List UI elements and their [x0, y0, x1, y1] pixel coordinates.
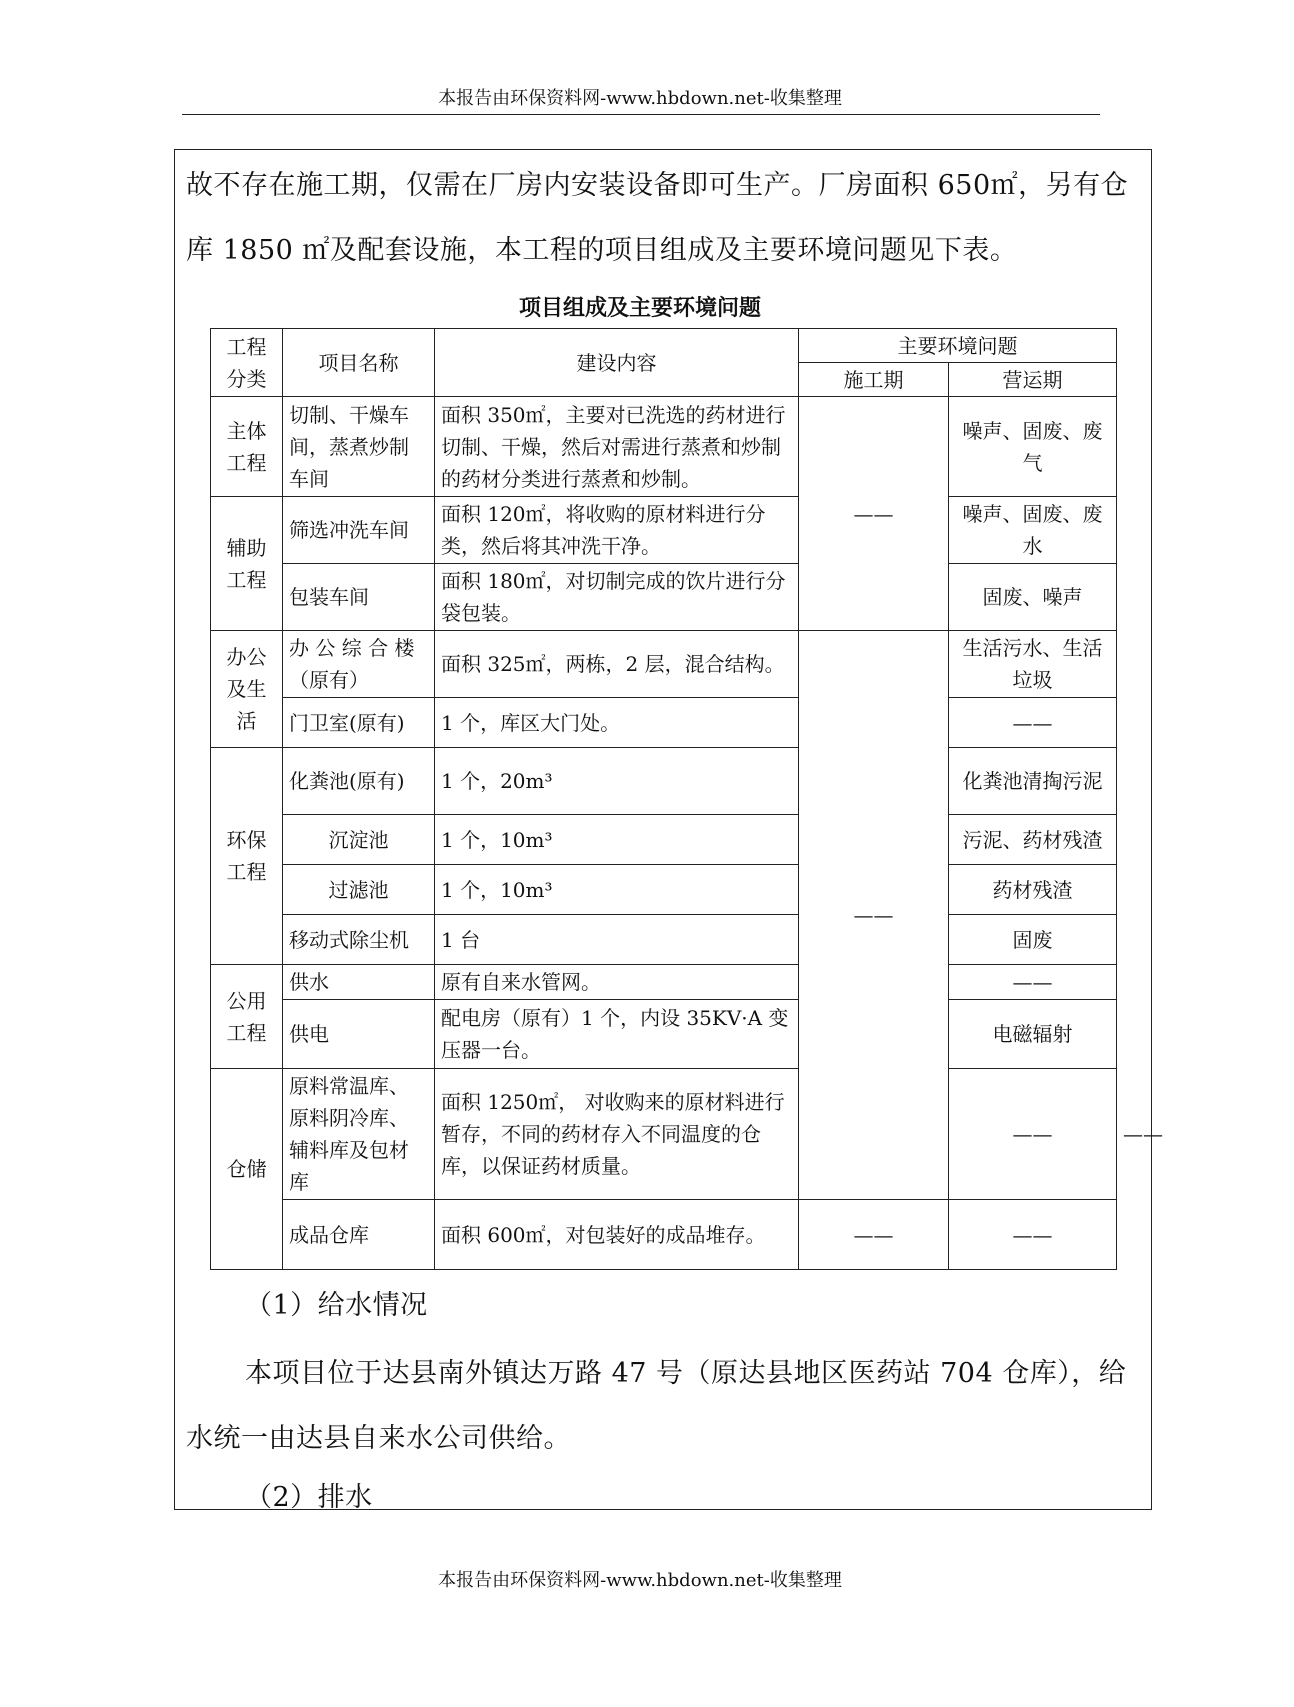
item-content: 1 个，库区大门处。	[435, 698, 799, 748]
item-name: 移动式除尘机	[283, 915, 435, 965]
item-name: 供水	[283, 965, 435, 1000]
header-operation: 营运期	[949, 363, 1117, 397]
item-content: 面积 1250㎡， 对收购来的原材料进行暂存，不同的药材存入不同温度的仓库，以保证药材质量。	[435, 1069, 799, 1200]
category-utility: 公用工程	[211, 965, 283, 1069]
construction-cell: ——	[799, 1200, 949, 1270]
item-name: 成品仓库	[283, 1200, 435, 1270]
category-main: 主体工程	[211, 397, 283, 497]
operation-cell: 固废	[949, 915, 1117, 965]
operation-cell: 污泥、药材残渣	[949, 815, 1117, 865]
operation-cell: 固废、噪声	[949, 564, 1117, 631]
category-office: 办公及生活	[211, 631, 283, 748]
construction-cell: ——	[799, 631, 949, 1200]
item-content: 面积 120㎡，将收购的原材料进行分类，然后将其冲洗干净。	[435, 497, 799, 564]
item-content: 面积 600㎡，对包装好的成品堆存。	[435, 1200, 799, 1270]
category-aux: 辅助工程	[211, 497, 283, 631]
item-content: 面积 325㎡，两栋，2 层，混合结构。	[435, 631, 799, 698]
item-name: 门卫室(原有)	[283, 698, 435, 748]
operation-cell: 药材残渣	[949, 865, 1117, 915]
intro-line-1: 故不存在施工期，仅需在厂房内安装设备即可生产。厂房面积 650㎡，另有仓	[186, 170, 1129, 201]
water-supply-line-2: 水统一由达县自来水公司供给。	[186, 1423, 571, 1454]
category-env: 环保工程	[211, 748, 283, 965]
item-name: 包装车间	[283, 564, 435, 631]
header-env: 主要环境问题	[799, 329, 1117, 363]
item-name: 化粪池(原有)	[283, 748, 435, 815]
operation-cell: 噪声、固废、废气	[949, 397, 1117, 497]
water-supply-heading: （1）给水情况	[245, 1290, 428, 1321]
item-name: 筛选冲洗车间	[283, 497, 435, 564]
item-name: 原料常温库、原料阴冷库、辅料库及包材库	[283, 1069, 435, 1200]
header-category: 工程分类	[211, 329, 283, 397]
drainage-heading: （2）排水	[245, 1482, 373, 1513]
category-storage: 仓储	[211, 1069, 283, 1270]
item-name: 办 公 综 合 楼（原有）	[283, 631, 435, 698]
operation-cell: ——	[949, 698, 1117, 748]
intro-line-2: 库 1850 ㎡及配套设施，本工程的项目组成及主要环境问题见下表。	[186, 235, 1018, 266]
page-header: 本报告由环保资料网-www.hbdown.net-收集整理	[438, 88, 842, 109]
item-content: 1 个，20m³	[435, 748, 799, 815]
header-construction: 施工期	[799, 363, 949, 397]
item-name: 过滤池	[283, 865, 435, 915]
operation-cell: 噪声、固废、废水	[949, 497, 1117, 564]
item-content: 1 个，10m³	[435, 815, 799, 865]
item-content: 面积 180㎡，对切制完成的饮片进行分袋包装。	[435, 564, 799, 631]
operation-cell: 生活污水、生活垃圾	[949, 631, 1117, 698]
item-content: 1 个，10m³	[435, 865, 799, 915]
item-content: 配电房（原有）1 个，内设 35KV·A 变压器一台。	[435, 1000, 799, 1069]
header-name: 项目名称	[283, 329, 435, 397]
construction-cell: ——	[799, 397, 949, 631]
item-name: 切制、干燥车间，蒸煮炒制车间	[283, 397, 435, 497]
water-supply-line-1: 本项目位于达县南外镇达万路 47 号（原达县地区医药站 704 仓库），给	[245, 1358, 1127, 1389]
page-footer: 本报告由环保资料网-www.hbdown.net-收集整理	[438, 1570, 842, 1591]
item-content: 面积 350㎡，主要对已洗选的药材进行切制、干燥，然后对需进行蒸煮和炒制的药材分类进行蒸煮和炒制。	[435, 397, 799, 497]
item-name: 供电	[283, 1000, 435, 1069]
operation-cell: ——	[949, 965, 1117, 1000]
construction-cell: ——	[949, 1069, 1117, 1200]
table-title: 项目组成及主要环境问题	[518, 296, 761, 321]
item-content: 原有自来水管网。	[435, 965, 799, 1000]
header-rule	[182, 114, 1100, 115]
operation-cell: ——	[949, 1200, 1117, 1270]
header-content: 建设内容	[435, 329, 799, 397]
item-name: 沉淀池	[283, 815, 435, 865]
project-table: 工程分类 项目名称 建设内容 主要环境问题 施工期 营运期 主体工程 切制、干燥车间，蒸煮炒制车间 面积 350㎡，主要对已洗选的药材进行切制、干燥，然后对需进行蒸煮和炒制的药材分类进行蒸煮和炒制。 —— 噪声、固废、废气 辅助工程 筛选冲洗车间 面积 120㎡，将收购的原材料进行分类，然后将其冲洗干净。 噪声、固废、废水 包装车间 面积 180㎡，对切制完成的饮片进行分袋包装。 固废、噪声 办公及生活 办 公 综 合 楼（原有） 面积 325㎡，两栋，2 层，混合结构。 —— 生活污水、生活垃圾 门卫室(原有) 1 个，库区大门处。 —— 环保工程 化粪池(原有) 1 个，20m³ 化粪池清掏污泥 沉淀池 1 个，10m³ 污泥、药材残渣 过滤池 1 个，10m³ 药材残渣 移动式除尘机 1 台 固废 公用工程 供水 原有自来水管网。 —— 供电 配电房（原有）1 个，内设 35KV·A 变压器一台。 电磁辐射 仓储 原料常温库、原料阴冷库、辅料库及包材库 面积 1250㎡， 对收购来的原材料进行暂存，不同的药材存入不同温度的仓库，以保证药材质量。 —— —— 成品仓库 面积 600㎡，对包装好的成品堆存。 —— ——	[210, 328, 1117, 1270]
operation-cell: 化粪池清掏污泥	[949, 748, 1117, 815]
operation-cell: 电磁辐射	[949, 1000, 1117, 1069]
item-content: 1 台	[435, 915, 799, 965]
